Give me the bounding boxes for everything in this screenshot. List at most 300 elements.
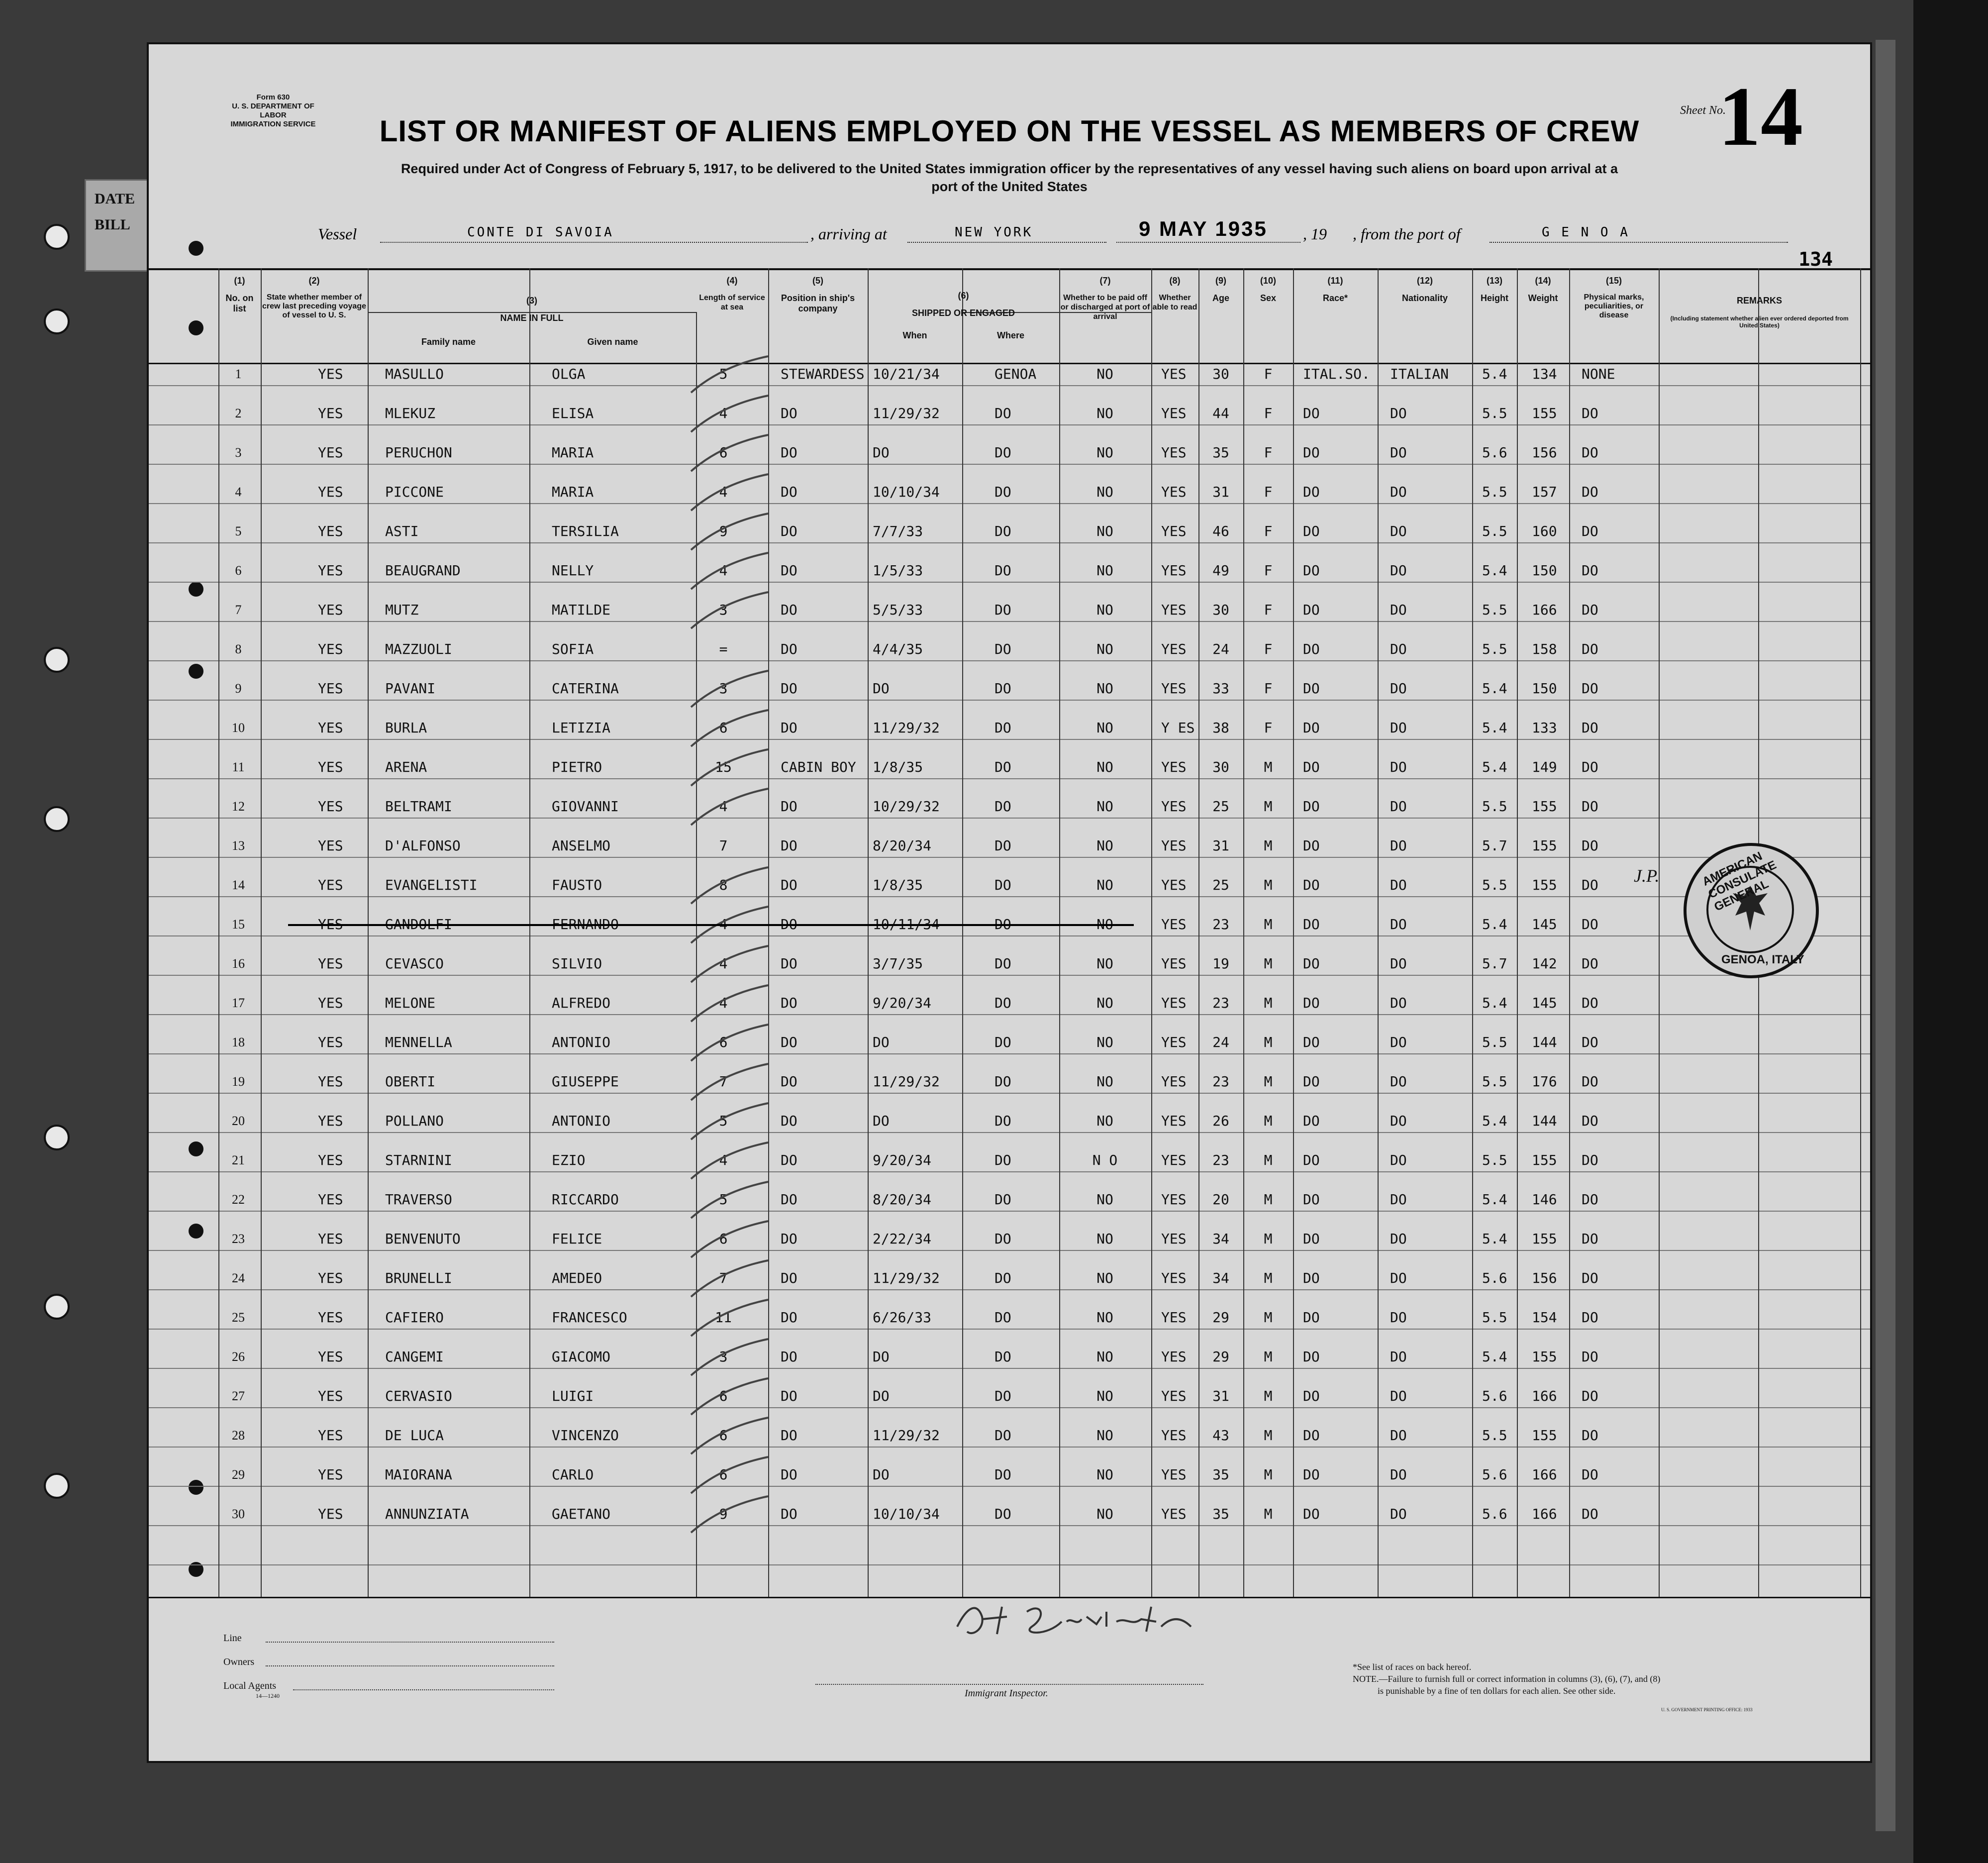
cell: DO	[1390, 1152, 1407, 1168]
cell: NO	[1096, 1506, 1113, 1522]
cell: 4	[719, 562, 728, 579]
cell: 35	[1212, 1466, 1229, 1483]
cell: ANTONIO	[552, 1034, 611, 1050]
from-port-label: , from the port of	[1353, 225, 1461, 243]
cell: F	[1264, 602, 1273, 618]
cell: MAIORANA	[385, 1466, 452, 1483]
cell: 1/8/35	[873, 877, 923, 893]
cell: 5.7	[1482, 955, 1507, 972]
cell: 4	[235, 485, 242, 499]
cell: GENOA	[994, 366, 1037, 382]
cell: MASULLO	[385, 366, 444, 382]
column-number: (1)	[234, 276, 245, 286]
tally-mark	[691, 1378, 768, 1415]
cell: DO	[1582, 759, 1598, 775]
service-name: IMMIGRATION SERVICE	[230, 120, 316, 128]
cell: DO	[1390, 759, 1407, 775]
cell: DO	[994, 1073, 1011, 1090]
cell: MAZZUOLI	[385, 641, 452, 657]
cell: NO	[1096, 1034, 1113, 1050]
cell: 9	[235, 681, 242, 696]
seal-bottom-text: GENOA, ITALY	[1721, 953, 1804, 966]
cell: DO	[873, 680, 890, 697]
cell: DO	[781, 1466, 797, 1483]
cell: POLLANO	[385, 1113, 444, 1129]
cell: 9/20/34	[873, 995, 932, 1011]
inspector-label: Immigrant Inspector.	[965, 1688, 1048, 1699]
cell: DO	[781, 641, 797, 657]
cell: 9	[719, 1506, 728, 1522]
cell: GANDOLFI	[385, 916, 452, 932]
seal-top-text: AMERICAN CONSULATE GENERAL	[1700, 849, 1779, 914]
cell: DO	[994, 562, 1011, 579]
cell: DO	[1303, 484, 1320, 500]
cell: DO	[1582, 1388, 1598, 1404]
cell: BENVENUTO	[385, 1231, 461, 1247]
cell: NO	[1096, 562, 1113, 579]
cell: 31	[1212, 1388, 1229, 1404]
cell: DO	[781, 680, 797, 697]
cell: YES	[318, 405, 343, 421]
cell: 17	[232, 996, 245, 1010]
cell: NO	[1096, 1191, 1113, 1208]
cell: NO	[1096, 955, 1113, 972]
cell: 5.5	[1482, 641, 1507, 657]
cell: GIUSEPPE	[552, 1073, 619, 1090]
column-label: Position in ship's company	[781, 293, 855, 313]
cell: NO	[1096, 1231, 1113, 1247]
cell: 9/20/34	[873, 1152, 932, 1168]
cell: F	[1264, 444, 1273, 461]
cell: 3	[235, 445, 242, 460]
cell: DO	[1390, 602, 1407, 618]
cell: 7	[719, 1270, 728, 1286]
cell: 5.5	[1482, 1073, 1507, 1090]
cell: 4	[719, 955, 728, 972]
cell: NO	[1096, 1348, 1113, 1365]
cell: DO	[1582, 1348, 1598, 1365]
cell: BELTRAMI	[385, 798, 452, 815]
cell: DO	[781, 1427, 797, 1444]
cell: 4	[719, 484, 728, 500]
cell: DO	[1303, 562, 1320, 579]
manifest-page	[147, 42, 1872, 1763]
cell: 1	[235, 367, 242, 381]
cell: 160	[1532, 523, 1557, 539]
cell: DO	[1303, 1506, 1320, 1522]
cell: 19	[232, 1074, 245, 1089]
cell: YES	[1161, 1270, 1187, 1286]
cell: 3	[719, 680, 728, 697]
cell: DO	[1582, 1152, 1598, 1168]
cell: 11/29/32	[873, 1427, 940, 1444]
cell: 2	[235, 406, 242, 420]
cell: M	[1264, 798, 1273, 815]
cell: 2/22/34	[873, 1231, 932, 1247]
tally-mark	[691, 1496, 768, 1533]
column-number: (5)	[812, 276, 823, 286]
cell: 10/10/34	[873, 1506, 940, 1522]
cell: YES	[1161, 444, 1187, 461]
cell: 25	[1212, 798, 1229, 815]
cell: DO	[1303, 798, 1320, 815]
cell: DO	[1303, 720, 1320, 736]
tally-mark	[691, 749, 768, 786]
cell: YES	[318, 1113, 343, 1129]
column-label: Given name	[587, 337, 638, 347]
column-label: Whether to be paid off or discharged at port of arrival	[1060, 294, 1150, 321]
binder-edge	[1913, 0, 1988, 1863]
cell: DO	[1303, 1152, 1320, 1168]
cell: 144	[1532, 1034, 1557, 1050]
column-number: (3)	[526, 296, 537, 306]
cell: DO	[873, 1034, 890, 1050]
cell: M	[1264, 1270, 1273, 1286]
cell: RICCARDO	[552, 1191, 619, 1208]
cell: DO	[781, 562, 797, 579]
column-number: (11)	[1327, 276, 1343, 286]
cell: 10/11/34	[873, 916, 940, 932]
column-number: (9)	[1215, 276, 1226, 286]
column-label: NAME IN FULL	[500, 313, 564, 323]
vessel-name: CONTE DI SAVOIA	[467, 225, 614, 240]
cell: F	[1264, 366, 1273, 382]
cell: DO	[1582, 1309, 1598, 1326]
cell: 11/29/32	[873, 1270, 940, 1286]
cell: 27	[232, 1389, 245, 1403]
races-note: *See list of races on back hereof.	[1353, 1662, 1472, 1672]
cell: YES	[1161, 1152, 1187, 1168]
cell: YES	[318, 1506, 343, 1522]
cell: DO	[1582, 916, 1598, 932]
cell: DO	[781, 995, 797, 1011]
cell: 3	[719, 602, 728, 618]
underlay-date-label: DATE	[95, 191, 135, 207]
cell: 6/26/33	[873, 1309, 932, 1326]
cell: 8	[719, 877, 728, 893]
column-label: Age	[1212, 293, 1229, 303]
cell: 6	[719, 1388, 728, 1404]
cell: 5.4	[1482, 759, 1507, 775]
cell: NO	[1096, 837, 1113, 854]
cell: 25	[232, 1310, 245, 1325]
cell: 4	[719, 1152, 728, 1168]
cell: 5.4	[1482, 680, 1507, 697]
tally-marks	[149, 44, 1870, 1761]
cell: F	[1264, 720, 1273, 736]
cell: DO	[1582, 877, 1598, 893]
cell: 5.5	[1482, 1427, 1507, 1444]
cell: 49	[1212, 562, 1229, 579]
cell: DO	[781, 405, 797, 421]
cell: 4	[719, 798, 728, 815]
cell: DO	[873, 1388, 890, 1404]
cell: DO	[994, 1427, 1011, 1444]
cell: DO	[1582, 1231, 1598, 1247]
cell: DO	[1303, 837, 1320, 854]
cell: DO	[1303, 523, 1320, 539]
cell: DO	[1390, 1231, 1407, 1247]
column-label: SHIPPED OR ENGAGED	[911, 308, 1015, 318]
cell: YES	[1161, 1506, 1187, 1522]
cell: 5.5	[1482, 1034, 1507, 1050]
cell: 34	[1212, 1270, 1229, 1286]
cell: DO	[994, 1466, 1011, 1483]
cell: 11/29/32	[873, 720, 940, 736]
cell: 7	[719, 837, 728, 854]
cell: ANSELMO	[552, 837, 611, 854]
cell: YES	[1161, 641, 1187, 657]
cell: DO	[1303, 1348, 1320, 1365]
cell: DO	[1390, 405, 1407, 421]
cell: 30	[1212, 366, 1229, 382]
cell: 31	[1212, 837, 1229, 854]
cell: CANGEMI	[385, 1348, 444, 1365]
cell: NO	[1096, 877, 1113, 893]
cell: CATERINA	[552, 680, 619, 697]
cell: 6	[719, 720, 728, 736]
cell: DO	[781, 523, 797, 539]
footer-line-label: Line	[223, 1633, 242, 1644]
cell: GIACOMO	[552, 1348, 611, 1365]
cell: 5	[719, 1113, 728, 1129]
cell: 5.5	[1482, 798, 1507, 815]
cell: M	[1264, 759, 1273, 775]
binder-hole	[44, 1294, 70, 1320]
cell: DO	[1303, 1466, 1320, 1483]
departure-port: G E N O A	[1542, 225, 1630, 240]
cell: 5.5	[1482, 523, 1507, 539]
cell: PICCONE	[385, 484, 444, 500]
cell: ASTI	[385, 523, 419, 539]
cell: DO	[1390, 955, 1407, 972]
arrival-port: NEW YORK	[955, 225, 1033, 240]
tally-mark	[691, 1142, 768, 1179]
tally-mark	[691, 1182, 768, 1218]
cell: DO	[1390, 1348, 1407, 1365]
cell: 146	[1532, 1191, 1557, 1208]
tally-mark	[691, 592, 768, 628]
cell: YES	[1161, 837, 1187, 854]
cell: MUTZ	[385, 602, 419, 618]
cell: 5.5	[1482, 484, 1507, 500]
cell: DO	[781, 1270, 797, 1286]
tally-mark	[691, 514, 768, 550]
cell: 176	[1532, 1073, 1557, 1090]
cell: EVANGELISTI	[385, 877, 478, 893]
column-number: (6)	[958, 291, 969, 301]
cell: ANTONIO	[552, 1113, 611, 1129]
cell: 20	[1212, 1191, 1229, 1208]
cell: DO	[1582, 484, 1598, 500]
binder-hole	[44, 806, 70, 832]
tally-mark	[691, 396, 768, 432]
cell: M	[1264, 1466, 1273, 1483]
cell: M	[1264, 1073, 1273, 1090]
cell: DO	[781, 916, 797, 932]
cell: YES	[1161, 1231, 1187, 1247]
cell: DO	[1303, 680, 1320, 697]
cell: DO	[994, 1309, 1011, 1326]
cell: DO	[781, 798, 797, 815]
cell: 14	[232, 878, 245, 892]
cell: DO	[994, 759, 1011, 775]
cell: DO	[873, 1113, 890, 1129]
cell: DO	[781, 1034, 797, 1050]
tally-mark	[691, 1025, 768, 1061]
cell: DO	[994, 602, 1011, 618]
cell: DO	[1390, 877, 1407, 893]
cell: DO	[781, 484, 797, 500]
manifest-table	[149, 44, 1870, 1761]
cell: 10/10/34	[873, 484, 940, 500]
cell: 34	[1212, 1231, 1229, 1247]
cell: 1/8/35	[873, 759, 923, 775]
cell: 28	[232, 1428, 245, 1443]
cell: DO	[994, 1152, 1011, 1168]
cell: YES	[318, 955, 343, 972]
cell: 30	[1212, 602, 1229, 618]
cell: DO	[1390, 1113, 1407, 1129]
cell: 22	[232, 1192, 245, 1207]
cell: DO	[994, 1034, 1011, 1050]
cell: 149	[1532, 759, 1557, 775]
cell: YES	[318, 680, 343, 697]
cell: 13	[232, 838, 245, 853]
cell: Y ES	[1161, 720, 1195, 736]
cell: 6	[719, 1427, 728, 1444]
cell: ARENA	[385, 759, 427, 775]
cell: DO	[1582, 1073, 1598, 1090]
column-label: When	[902, 330, 927, 340]
cell: DO	[781, 955, 797, 972]
column-number: (7)	[1099, 276, 1111, 286]
cell: =	[719, 641, 728, 657]
cell: 6	[719, 444, 728, 461]
cell: MARIA	[552, 444, 594, 461]
cell: DO	[781, 1113, 797, 1129]
cell: VINCENZO	[552, 1427, 619, 1444]
cell: 43	[1212, 1427, 1229, 1444]
cell: M	[1264, 1506, 1273, 1522]
column-number: (14)	[1535, 276, 1551, 286]
cell: YES	[1161, 1388, 1187, 1404]
cell: DO	[1303, 955, 1320, 972]
footer-owners-label: Owners	[223, 1656, 255, 1667]
cell: 24	[1212, 1034, 1229, 1050]
cell: DO	[994, 1231, 1011, 1247]
cell: DO	[1582, 1113, 1598, 1129]
cell: DO	[781, 720, 797, 736]
cell: DO	[781, 1152, 797, 1168]
cell: DO	[1390, 1191, 1407, 1208]
cell: DO	[1303, 995, 1320, 1011]
cell: 5.6	[1482, 1388, 1507, 1404]
cell: 5.6	[1482, 1270, 1507, 1286]
tally-mark	[691, 474, 768, 511]
cell: DO	[1582, 837, 1598, 854]
cell: NO	[1096, 720, 1113, 736]
cell: 4	[719, 405, 728, 421]
cell: NO	[1096, 641, 1113, 657]
cell: 145	[1532, 916, 1557, 932]
cell: DO	[1582, 995, 1598, 1011]
cell: 155	[1532, 1427, 1557, 1444]
cell: YES	[318, 759, 343, 775]
cell: DO	[1303, 444, 1320, 461]
cell: 29	[1212, 1348, 1229, 1365]
cell: DO	[1582, 641, 1598, 657]
binder-hole	[44, 1125, 70, 1150]
cell: PAVANI	[385, 680, 436, 697]
cell: NO	[1096, 602, 1113, 618]
cell: 5	[235, 524, 242, 538]
cell: YES	[318, 562, 343, 579]
cell: YES	[1161, 1309, 1187, 1326]
cell: 31	[1212, 484, 1229, 500]
cell: DO	[994, 680, 1011, 697]
cell: YES	[318, 1466, 343, 1483]
cell: DO	[1390, 1466, 1407, 1483]
cell: NO	[1096, 405, 1113, 421]
cell: YES	[1161, 562, 1187, 579]
cell: 23	[1212, 1073, 1229, 1090]
column-label: Length of service at sea	[699, 294, 765, 311]
cell: DO	[781, 1191, 797, 1208]
cell: DO	[1582, 562, 1598, 579]
cell: YES	[1161, 1191, 1187, 1208]
cell: 23	[1212, 995, 1229, 1011]
cell: DO	[1390, 680, 1407, 697]
cell: MATILDE	[552, 602, 611, 618]
cell: 6	[719, 1466, 728, 1483]
binder-hole	[44, 1473, 70, 1499]
cell: D'ALFONSO	[385, 837, 461, 854]
cell: NO	[1096, 680, 1113, 697]
cell: DO	[1303, 1388, 1320, 1404]
cell: DO	[1390, 523, 1407, 539]
cell: 12	[232, 799, 245, 814]
tally-mark	[691, 1064, 768, 1100]
cell: DO	[994, 995, 1011, 1011]
cell: YES	[318, 1034, 343, 1050]
cell: DO	[1390, 798, 1407, 815]
cell: BEAUGRAND	[385, 562, 461, 579]
cell: 5.4	[1482, 366, 1507, 382]
cell: YES	[318, 1270, 343, 1286]
cell: DO	[1390, 1506, 1407, 1522]
cell: STARNINI	[385, 1152, 452, 1168]
cell: 5.5	[1482, 877, 1507, 893]
cell: CARLO	[552, 1466, 594, 1483]
cell: 155	[1532, 798, 1557, 815]
cell: TERSILIA	[552, 523, 619, 539]
footer-line-underline	[266, 1642, 554, 1643]
cell: 5.5	[1482, 1152, 1507, 1168]
cell: M	[1264, 1388, 1273, 1404]
cell: CERVASIO	[385, 1388, 452, 1404]
cell: 6	[719, 1231, 728, 1247]
cell: DO	[1303, 759, 1320, 775]
cell: 155	[1532, 1348, 1557, 1365]
cell: DO	[1582, 1191, 1598, 1208]
cell: 5.4	[1482, 1113, 1507, 1129]
cell: DO	[1582, 444, 1598, 461]
cell: DO	[1390, 720, 1407, 736]
cell: DE LUCA	[385, 1427, 444, 1444]
cell: DO	[781, 877, 797, 893]
cell: F	[1264, 680, 1273, 697]
